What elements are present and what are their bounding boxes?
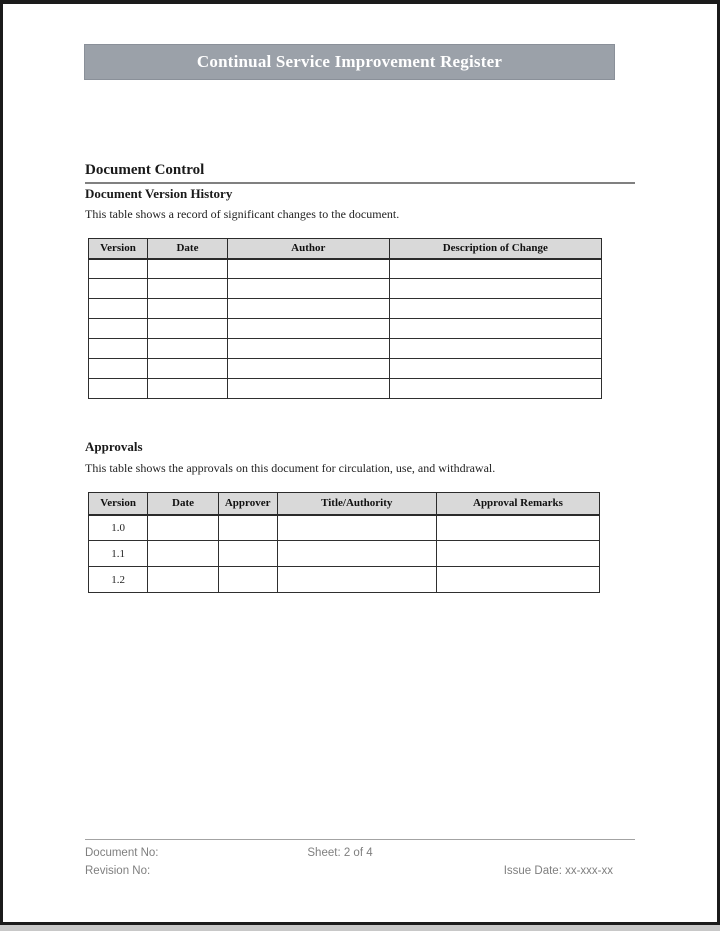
table-row: [89, 515, 600, 541]
table-row: [89, 567, 600, 593]
table-cell[interactable]: [228, 299, 390, 319]
table-cell[interactable]: [389, 319, 601, 339]
table-cell[interactable]: [218, 541, 277, 567]
table-cell[interactable]: [218, 567, 277, 593]
approvals-table: [88, 492, 600, 593]
table-cell[interactable]: [147, 379, 227, 399]
table-cell[interactable]: [277, 567, 436, 593]
footer-document-no-label: Document No:: [85, 847, 159, 859]
footer-line-2: [85, 862, 635, 880]
footer-sheet-label: Sheet: 2 of 4: [307, 847, 373, 859]
table-row: [89, 339, 602, 359]
table-cell[interactable]: [148, 541, 219, 567]
table-cell[interactable]: [218, 515, 277, 541]
table-cell[interactable]: [436, 515, 599, 541]
table-cell[interactable]: [436, 567, 599, 593]
column-header: Version: [89, 239, 148, 259]
table-cell[interactable]: [228, 339, 390, 359]
table-cell[interactable]: [389, 379, 601, 399]
version-history-description: This table shows a record of significant changes to the document.: [85, 207, 400, 221]
table-cell[interactable]: [89, 319, 148, 339]
column-header: Description of Change: [389, 239, 601, 259]
table-cell[interactable]: [89, 339, 148, 359]
table-cell[interactable]: [147, 259, 227, 279]
table-cell[interactable]: [228, 379, 390, 399]
column-header: Version: [89, 493, 148, 515]
table-row: [89, 541, 600, 567]
table-cell[interactable]: 1.0: [89, 515, 148, 541]
table-cell[interactable]: [228, 259, 390, 279]
table-cell[interactable]: 1.2: [89, 567, 148, 593]
table-row: [89, 319, 602, 339]
column-header: Date: [147, 239, 227, 259]
footer-issue-date-label: Issue Date: xx-xxx-xx: [503, 865, 613, 877]
column-header: Date: [148, 493, 219, 515]
table-header-row: [89, 239, 602, 259]
table-row: [89, 259, 602, 279]
table-cell[interactable]: [147, 319, 227, 339]
table-cell[interactable]: [148, 567, 219, 593]
table-cell[interactable]: [147, 279, 227, 299]
table-cell[interactable]: [389, 359, 601, 379]
table-cell[interactable]: [389, 279, 601, 299]
table-cell[interactable]: [277, 541, 436, 567]
table-cell[interactable]: [228, 279, 390, 299]
table-cell[interactable]: [389, 299, 601, 319]
table-cell[interactable]: [389, 339, 601, 359]
document-title: Continual Service Improvement Register: [196, 52, 503, 71]
approvals-description: This table shows the approvals on this document for circulation, use, and withdrawal.: [85, 461, 496, 475]
table-cell[interactable]: [228, 319, 390, 339]
footer-revision-no-label: Revision No:: [85, 865, 151, 877]
table-cell[interactable]: 1.1: [89, 541, 148, 567]
table-row: [89, 359, 602, 379]
table-cell[interactable]: [147, 339, 227, 359]
column-header: Title/Authority: [277, 493, 436, 515]
table-cell[interactable]: [147, 299, 227, 319]
table-cell[interactable]: [89, 379, 148, 399]
table-cell[interactable]: [436, 541, 599, 567]
section-heading-document-control: Document Control: [85, 162, 635, 184]
table-row: [89, 279, 602, 299]
table-cell[interactable]: [277, 515, 436, 541]
table-cell[interactable]: [89, 359, 148, 379]
table-row: [89, 299, 602, 319]
column-header: Author: [228, 239, 390, 259]
table-cell[interactable]: [89, 259, 148, 279]
column-header: Approval Remarks: [436, 493, 599, 515]
subsection-heading-version-history: Document Version History: [85, 186, 233, 201]
document-title-banner: [84, 44, 615, 80]
subsection-heading-approvals: Approvals: [85, 439, 143, 454]
table-cell[interactable]: [389, 259, 601, 279]
column-header: Approver: [218, 493, 277, 515]
table-cell[interactable]: [89, 299, 148, 319]
footer-line-1: [85, 844, 635, 862]
table-cell[interactable]: [228, 359, 390, 379]
table-cell[interactable]: [89, 279, 148, 299]
table-cell[interactable]: [147, 359, 227, 379]
page-footer: [85, 839, 635, 880]
version-history-table: [88, 238, 602, 399]
table-header-row: [89, 493, 600, 515]
table-row: [89, 379, 602, 399]
table-cell[interactable]: [148, 515, 219, 541]
